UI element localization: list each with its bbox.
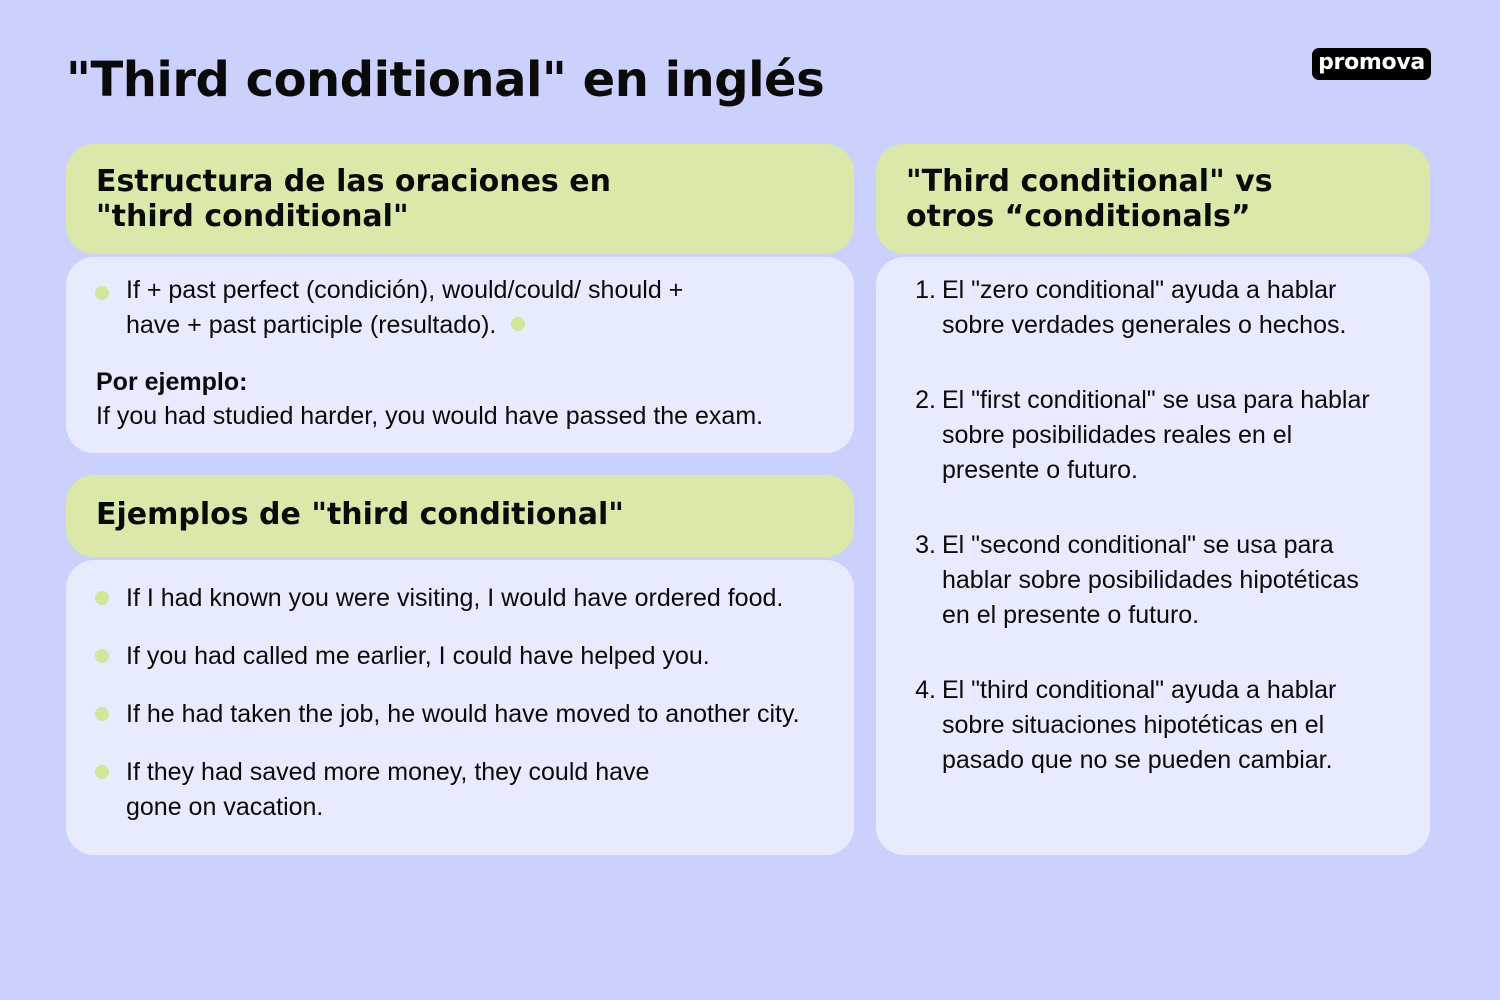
bullet-icon (95, 707, 109, 721)
example-sentence: If you had studied harder, you would have passed the exam. (96, 402, 764, 430)
list-number: 3. (915, 531, 936, 559)
list-item: If they had saved more money, they could have gone on vacation. (126, 758, 650, 821)
list-item: El "first conditional" se usa para hablar sobre posibilidades reales en el presente o futuro. (942, 386, 1370, 484)
bullet-icon (95, 765, 109, 779)
structure-rule: If + past perfect (condición), would/could/ should + have + past participle (resultado). (126, 276, 684, 339)
promova-logo[interactable]: promova (1312, 48, 1431, 80)
list-item: If he had taken the job, he would have moved to another city. (126, 700, 800, 728)
comparison-heading (876, 144, 1430, 254)
bullet-icon (95, 649, 109, 663)
comparison-heading-line2: otros “conditionals” (906, 199, 1251, 234)
examples-card (66, 560, 854, 855)
list-number: 1. (915, 276, 936, 304)
structure-heading-line2: "third conditional" (96, 199, 409, 234)
list-item: El "second conditional" se usa para hablar sobre posibilidades hipotéticas en el presente o futuro. (942, 531, 1359, 629)
structure-heading (66, 144, 854, 254)
bullet-icon (95, 591, 109, 605)
comparison-card (876, 257, 1430, 855)
list-number: 4. (915, 676, 936, 704)
example-label: Por ejemplo: (96, 368, 248, 396)
list-number: 2. (915, 386, 936, 414)
examples-heading: Ejemplos de "third conditional" (66, 475, 854, 557)
structure-heading-line1: Estructura de las oraciones en (96, 164, 611, 199)
list-item: If you had called me earlier, I could have helped you. (126, 642, 710, 670)
list-item: If I had known you were visiting, I would have ordered food. (126, 584, 784, 612)
page-title: "Third conditional" en inglés (66, 52, 825, 108)
list-item: El "third conditional" ayuda a hablar sobre situaciones hipotéticas en el pasado que no se pueden cambiar. (942, 676, 1337, 774)
list-item: El "zero conditional" ayuda a hablar sobre verdades generales o hechos. (942, 276, 1347, 339)
structure-card (66, 257, 854, 453)
bullet-icon (511, 317, 525, 331)
comparison-heading-line1: "Third conditional" vs (906, 164, 1273, 199)
bullet-icon (95, 286, 109, 300)
